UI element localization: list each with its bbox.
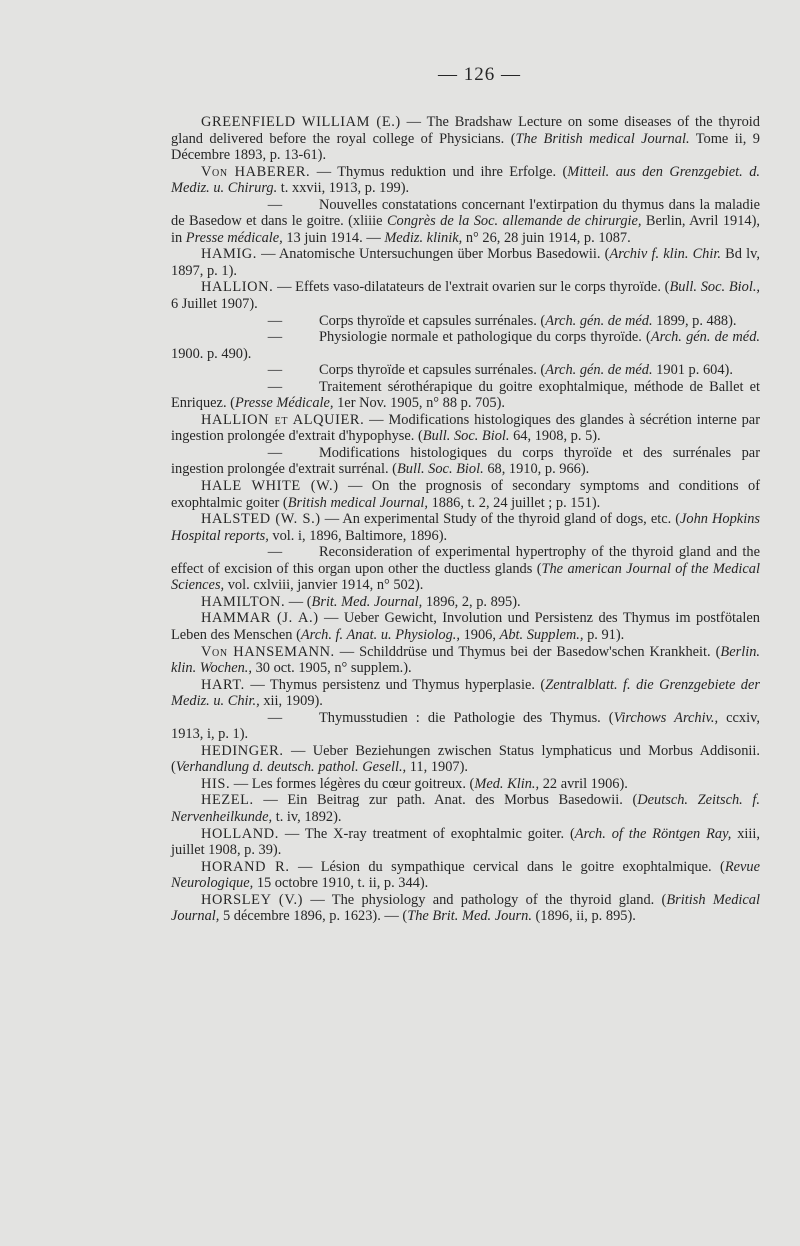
journal-title: Med. Klin., [474, 775, 540, 792]
journal-title: Archiv f. klin. Chir. [609, 246, 721, 263]
entry-text: Physiologie normale et pathologique du corps thyroïde. ( [319, 329, 651, 346]
bibliography-entry [171, 379, 760, 412]
entry-author: HORSLEY (V.) [201, 891, 304, 908]
entry-text: n° 26, 28 juin 1914, p. 1087. [462, 229, 631, 246]
entry-text: Corps thyroïde et capsules surrénales. ( [319, 312, 546, 329]
journal-title: Mitteil. aus den Grenzgebiet. d. Mediz. u. Chirurg. [171, 163, 760, 197]
bibliography-entry [171, 594, 760, 611]
entry-text: 1906, [459, 626, 500, 643]
bibliography-entry [171, 164, 760, 197]
entry-text: — Effets vaso-dilatateurs de l'extrait ovarien sur le corps thyroïde. ( [273, 279, 670, 296]
entry-text: xiii, juillet 1908, p. 39). [171, 825, 760, 859]
bibliography-entry [171, 677, 760, 710]
entry-author: HALSTED (W. S.) [201, 511, 321, 528]
entry-text: — The Bradshaw Lecture on some diseases of the thyroid gland delivered before the royal college of Physicians. ( [171, 114, 760, 147]
entry-text: 1er Nov. 1905, n° 88 p. 705). [333, 395, 506, 412]
entry-text: 64, 1908, p. 5). [509, 428, 601, 445]
journal-title: John Hopkins Hospital reports, [171, 511, 760, 544]
entry-text: 1901 p. 604). [652, 362, 733, 379]
entry-text: 1886, t. 2, 24 juillet ; p. 151). [427, 494, 601, 511]
bibliography-entry [171, 892, 760, 925]
journal-title: Zentralblatt. f. die Grenzgebiete der Mediz. u. Chir., [171, 676, 760, 710]
entry-author: HAMMAR (J. A.) [201, 610, 319, 627]
entry-text: (1896, ii, p. 895). [531, 908, 636, 925]
bibliography-entry [171, 478, 760, 511]
ditto-dash: — [267, 329, 283, 346]
entry-author: HORAND R. [201, 858, 290, 875]
entry-author: HAMIG. [201, 246, 257, 263]
journal-title: Mediz. klinik, [384, 229, 463, 246]
entry-text: — On the prognosis of secondary symptoms and conditions of exophtalmic goiter ( [171, 478, 760, 511]
bibliography-entry [171, 710, 760, 743]
entry-text: 1899, p. 488). [652, 312, 737, 329]
entry-text: 1900. p. 490). [171, 345, 252, 362]
journal-title: Brit. Med. Journal, [311, 593, 423, 610]
journal-title: Berlin. klin. Wochen., [171, 643, 760, 677]
entry-text: 11, 1907). [406, 759, 468, 776]
entry-text: — Ueber Beziehungen zwischen Status lymphaticus und Morbus Addisonii. ( [171, 742, 760, 776]
bibliography-entry [171, 743, 760, 776]
bibliography-entry [171, 313, 760, 330]
entry-author: HEZEL. [201, 792, 254, 809]
entry-text: — Anatomische Untersuchungen über Morbus Basedowii. ( [256, 246, 610, 263]
journal-title: Arch. gén. de méd. [545, 362, 653, 379]
entry-author: Von HANSEMANN. [201, 643, 335, 660]
journal-title: Arch. of the Röntgen Ray, [574, 825, 732, 842]
entry-text: t. iv, 1892). [272, 808, 342, 825]
bibliography-entry [171, 279, 760, 312]
journal-title: Bull. Soc. Biol., [669, 279, 761, 296]
entry-text: Modifications histologiques du corps thyroïde et des surrénales par ingestion prolongée d'extrait surrénal. ( [171, 444, 760, 478]
journal-title: Revue Neurologique, [171, 858, 760, 892]
entry-text: — Ueber Gewicht, Involution und Persistenz des Thymus im postfötalen Leben des Menschen ( [171, 610, 760, 643]
journal-title: Arch. gén. de méd. [545, 312, 653, 329]
entry-text: — Lésion du sympathique cervical dans le goitre exophtalmique. ( [289, 858, 725, 875]
bibliography-entry [171, 511, 760, 544]
bibliography-entry [171, 544, 760, 594]
bibliography-list [171, 114, 760, 925]
entry-author: HALE WHITE (W.) [201, 478, 339, 495]
journal-title: The Brit. Med. Journ. [407, 908, 532, 925]
entry-text: — The X-ray treatment of exophtalmic goiter. ( [278, 825, 575, 842]
ditto-dash: — [267, 312, 283, 329]
entry-author: HAMILTON. [201, 593, 286, 610]
bibliography-entry [171, 792, 760, 825]
bibliography-entry [171, 412, 760, 445]
entry-text: — Schilddrüse und Thymus bei der Basedow'schen Krankheit. ( [334, 643, 721, 660]
entry-text: Tome ii, 9 Décembre 1893, p. 13-61). [171, 130, 760, 164]
journal-title: The British medical Journal. [515, 130, 690, 147]
ditto-dash: — [267, 362, 283, 379]
ditto-dash: — [267, 196, 283, 213]
journal-title: Deutsch. Zeitsch. f. Nervenheilkunde, [171, 792, 760, 825]
entry-text: 13 juin 1914. — [282, 229, 385, 246]
entry-text: — Thymus persistenz und Thymus hyperplasie. ( [244, 676, 546, 693]
entry-text: vol. cxlviii, janvier 1914, n° 502). [224, 577, 424, 594]
entry-text: Bd lv, 1897, p. 1). [171, 246, 760, 279]
journal-title: British Medical Journal, [171, 891, 760, 925]
bibliography-entry [171, 826, 760, 859]
entry-text: xii, 1909). [259, 693, 323, 710]
journal-title: Arch. gén. de méd. [650, 329, 760, 346]
entry-author: HIS. [201, 775, 231, 792]
journal-title: The american Journal of the Medical Sciences, [171, 560, 760, 594]
ditto-dash: — [267, 709, 283, 726]
entry-text: 6 Juillet 1907). [171, 296, 258, 313]
entry-author: HART. [201, 676, 245, 693]
journal-title: Virchows Archiv., [613, 709, 719, 726]
bibliography-entry [171, 859, 760, 892]
entry-author: HOLLAND. [201, 825, 279, 842]
journal-title: Presse Médicale, [234, 395, 334, 412]
entry-text: Corps thyroïde et capsules surrénales. ( [319, 362, 546, 379]
entry-text: 22 avril 1906). [539, 775, 628, 792]
entry-text: 15 octobre 1910, t. ii, p. 344). [253, 875, 429, 892]
bibliography-entry [171, 776, 760, 793]
entry-text: — The physiology and pathology of the thyroid gland. ( [303, 891, 667, 908]
ditto-dash: — [267, 444, 283, 461]
entry-text: — Les formes légères du cœur goitreux. ( [230, 775, 475, 792]
ditto-dash: — [267, 544, 283, 561]
bibliography-entry [171, 610, 760, 643]
entry-text: ccxiv, 1913, i, p. 1). [171, 709, 760, 743]
entry-text: 30 oct. 1905, n° supplem.). [252, 660, 412, 677]
entry-text: — Ein Beitrag zur path. Anat. des Morbus Basedowii. ( [253, 792, 638, 809]
entry-text: — An experimental Study of the thyroid gland of dogs, etc. ( [320, 511, 681, 528]
entry-text: 1896, 2, p. 895). [422, 593, 521, 610]
entry-author: GREENFIELD WILLIAM (E.) [201, 114, 401, 130]
entry-author: HEDINGER. [201, 742, 284, 759]
entry-text: p. 91). [583, 626, 625, 643]
entry-text: — Thymus reduktion und ihre Erfolge. ( [310, 163, 568, 180]
bibliography-entry [171, 114, 760, 164]
ditto-dash: — [267, 378, 283, 395]
entry-text: — Modifications histologiques des glandes à sécrétion interne par ingestion prolongée d'extrait d'hypophyse. ( [171, 411, 760, 445]
journal-title: Verhandlung d. deutsch. pathol. Gesell., [175, 759, 407, 776]
bibliography-entry [171, 445, 760, 478]
entry-text: t. xxvii, 1913, p. 199). [277, 180, 410, 197]
entry-author: Von HABERER. [201, 163, 311, 180]
journal-title: British medical Journal, [287, 494, 428, 511]
page-number: — 126 — [438, 64, 521, 85]
entry-text: Traitement sérothérapique du goitre exophtalmique, méthode de Ballet et Enriquez. ( [171, 378, 760, 412]
journal-title: Bull. Soc. Biol. [396, 461, 484, 478]
entry-text: 68, 1910, p. 966). [483, 461, 590, 478]
entry-text: Thymusstudien : die Pathologie des Thymus. ( [319, 709, 614, 726]
entry-text: Berlin, Avril 1914), in [171, 213, 760, 246]
journal-title: Arch. f. Anat. u. Physiolog., [300, 626, 460, 643]
bibliography-entry [171, 329, 760, 362]
journal-title: Congrès de la Soc. allemande de chirurgie, [386, 213, 642, 230]
entry-text: 5 décembre 1896, p. 1623). — ( [219, 908, 408, 925]
journal-title: Bull. Soc. Biol. [422, 428, 510, 445]
bibliography-entry [171, 197, 760, 247]
entry-text: — ( [285, 593, 312, 610]
entry-text: Reconsideration of experimental hypertrophy of the thyroid gland and the effect of excision of this organ upon other the ductless glands ( [171, 544, 760, 577]
entry-text: Nouvelles constatations concernant l'extirpation du thymus dans la maladie de Basedow et dans le goitre. (xliiie [171, 196, 760, 230]
bibliography-entry [171, 644, 760, 677]
bibliography-entry [171, 246, 760, 279]
bibliography-entry [171, 362, 760, 379]
journal-title: Abt. Supplem., [499, 626, 584, 643]
entry-author: HALLION. [201, 279, 274, 296]
journal-title: Presse médicale, [185, 229, 283, 246]
entry-author: HALLION et ALQUIER. [201, 411, 365, 428]
entry-text: vol. i, 1896, Baltimore, 1896). [268, 527, 448, 544]
